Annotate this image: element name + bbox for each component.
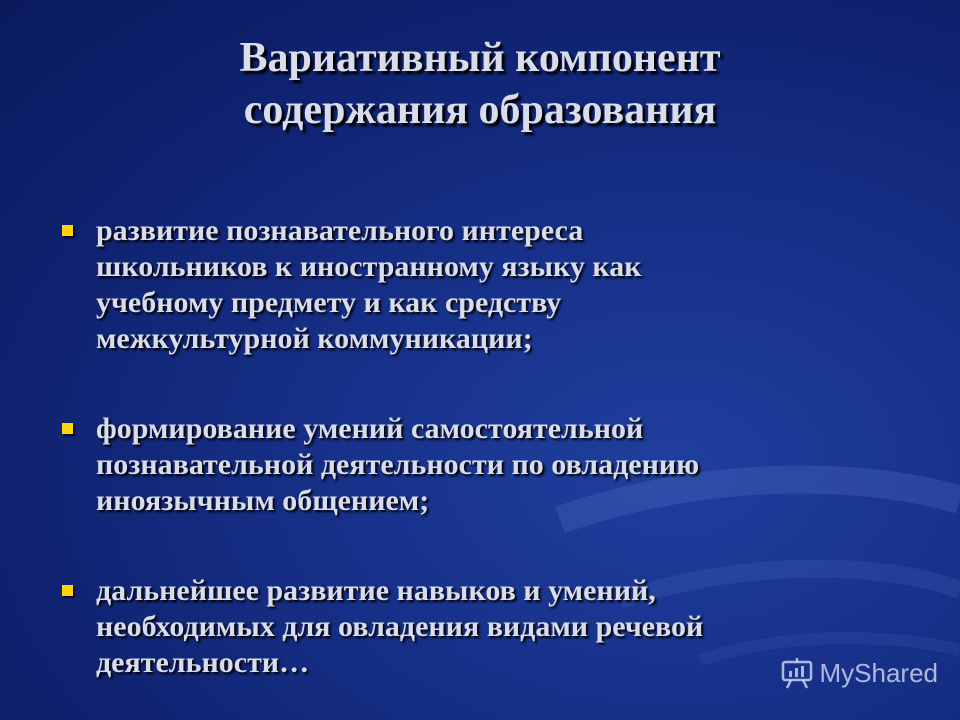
presentation-board-icon	[780, 656, 814, 690]
bullet-line: дальнейшее развитие навыков и умений,	[96, 574, 656, 607]
bullet-line: иноязычным общением;	[96, 484, 430, 517]
bullet-item	[60, 411, 920, 519]
bullet-line: деятельности…	[96, 646, 310, 679]
bullet-marker-icon	[62, 585, 73, 596]
bullet-item	[60, 213, 920, 357]
bullet-list	[60, 213, 920, 681]
slide-title-line: содержания образования	[243, 87, 717, 133]
bullet-line: познавательной деятельности по овладению	[96, 448, 700, 481]
bullet-line: школьников к иностранному языку как	[96, 250, 642, 283]
bullet-line: развитие познавательного интереса	[96, 214, 584, 247]
bullet-marker-icon	[62, 423, 73, 434]
bullet-marker-icon	[62, 225, 73, 236]
bullet-line: необходимых для овладения видами речевой	[96, 610, 704, 643]
bullet-line: формирование умений самостоятельной	[96, 412, 644, 445]
watermark-text: MyShared	[819, 658, 938, 688]
bullet-line: учебному предмету и как средству	[96, 286, 562, 319]
watermark	[780, 656, 939, 690]
bullet-line: межкультурной коммуникации;	[96, 322, 533, 355]
slide-title-line: Вариативный компонент	[239, 35, 721, 81]
slide-title	[0, 32, 960, 136]
